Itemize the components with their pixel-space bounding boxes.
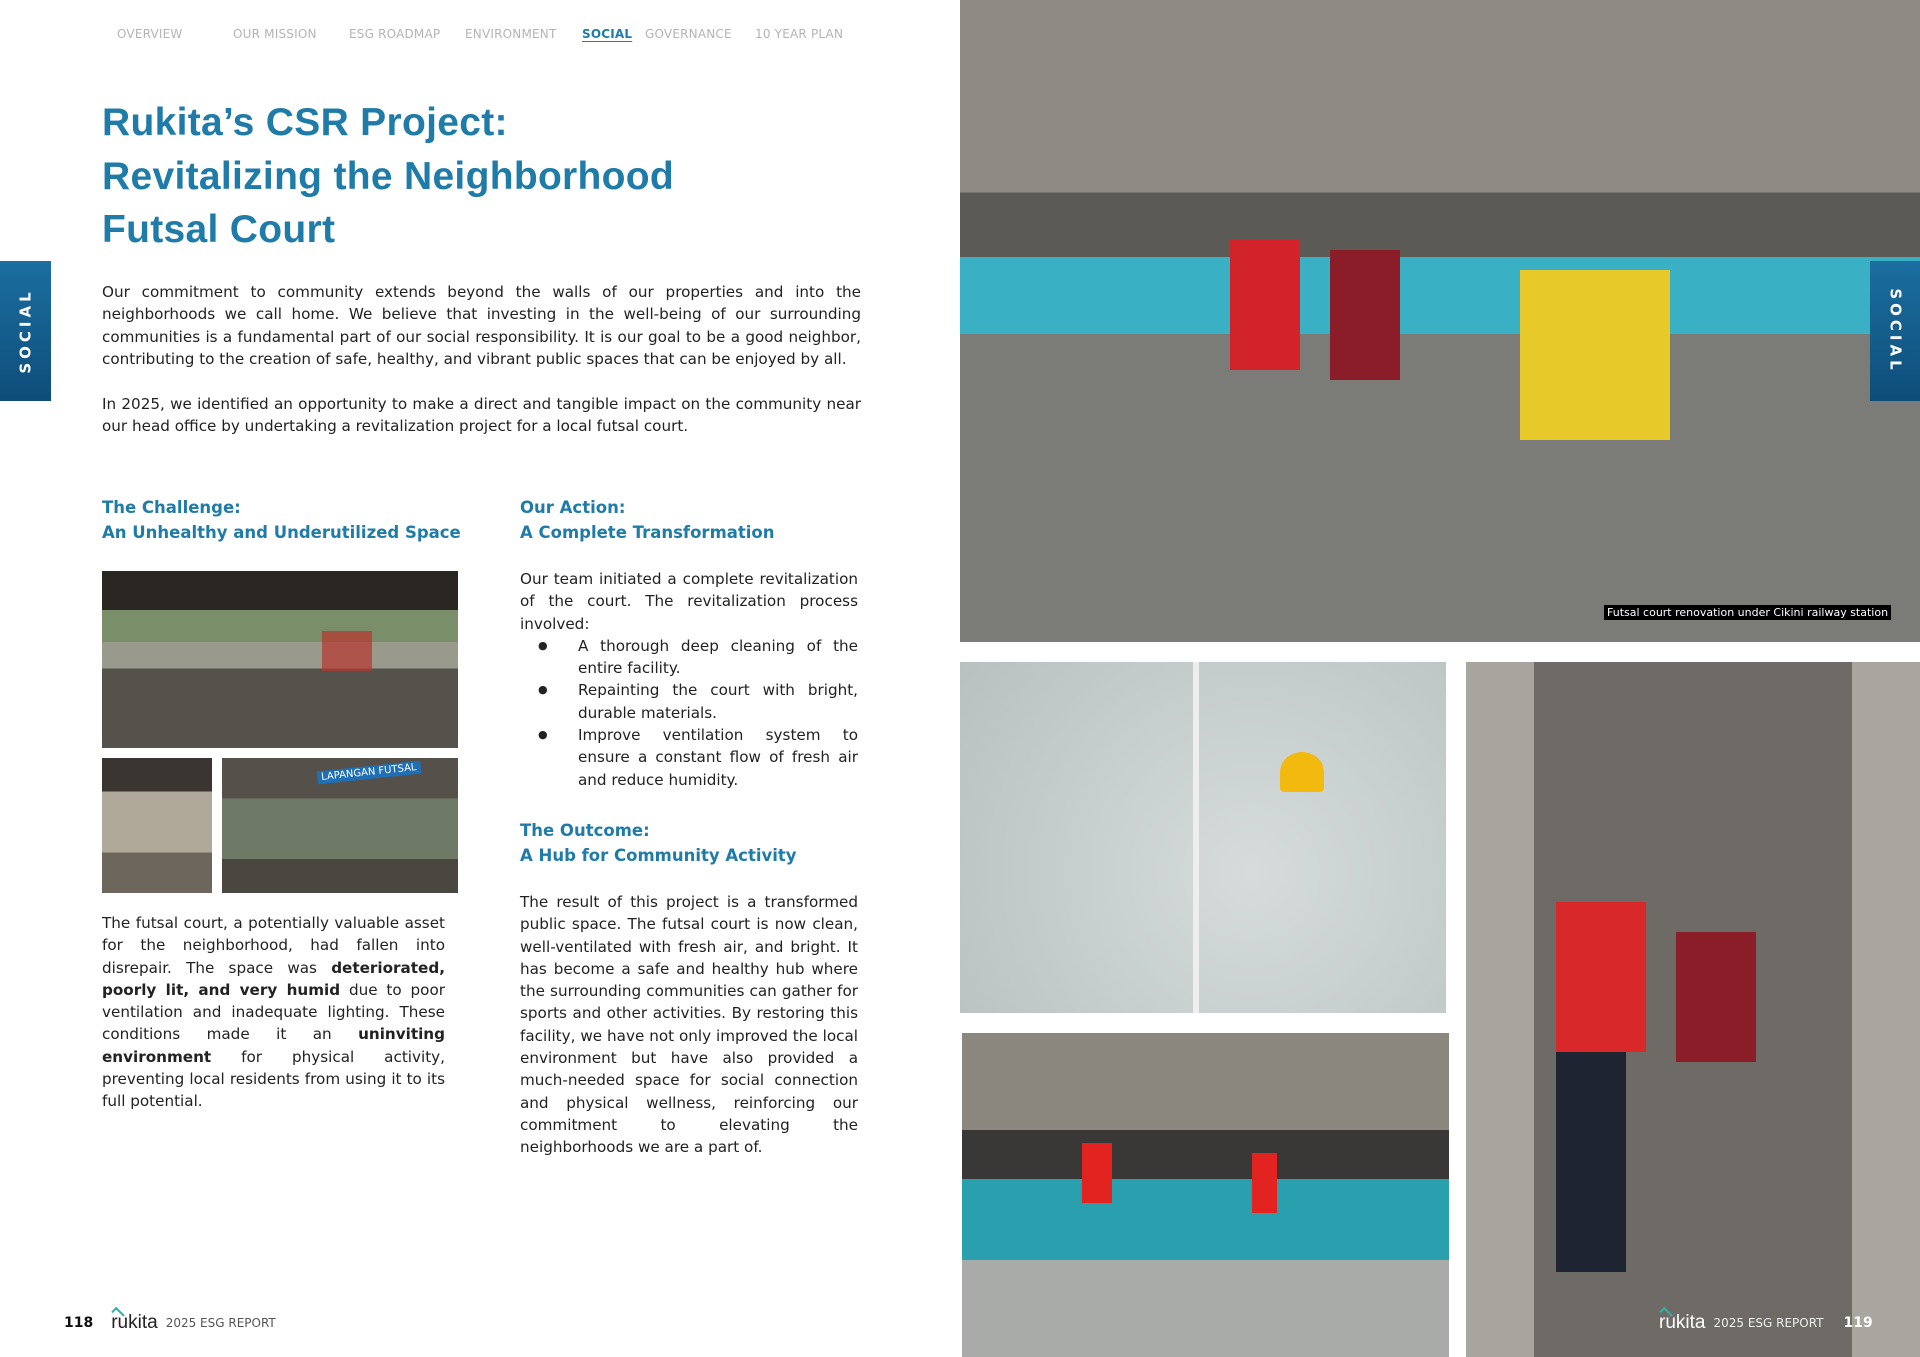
court-corridor-photo (102, 758, 212, 893)
challenge-text: The futsal court, a potentially valuable asset for the neighborhood, had fallen into disrepair. The space was deteriorated, poorly lit, and very humid due to poor ventilation and inadequate lighting. These conditions made it an uninviting environment for physical activity, preventing local residents from using it to its full potential. (102, 914, 445, 1111)
report-label: 2025 ESG REPORT (165, 1316, 276, 1330)
side-tab-social-right (1870, 261, 1920, 401)
action-text: Our team initiated a complete revitalization of the court. The revitalization process involved: ● A thorough deep cleaning of the entire facility. ● Repainting the court with bright, durable materials. ● Improve ventilation system to ensure a constant flow of fresh air and reduce humidity. (520, 568, 858, 791)
outcome-heading: The Outcome: A Hub for Community Activity (520, 821, 797, 865)
court-entrance-photo (222, 758, 458, 893)
intro-paragraph: Our commitment to community extends beyond the walls of our properties and into the neighborhoods we call home. We believe that investing in the well-being of our surrounding communities is a fundamental part of our social responsibility. It is our goal to be a good neighbor, contributing to the creation of safe, healthy, and vibrant public spaces that can be enjoyed by all. (102, 283, 861, 368)
footer-left (64, 1312, 276, 1334)
action-heading: Our Action: A Complete Transformation (520, 498, 775, 542)
nav-our-mission[interactable]: OUR MISSION (233, 27, 317, 41)
nav-governance[interactable]: GOVERNANCE (645, 27, 732, 41)
outcome-text: The result of this project is a transformed public space. The futsal court is now clean, well-ventilated with fresh air, and bright. It has become a safe and healthy hub where the surrounding communities can gather for sports and other activities. By restoring this facility, we have not only improved the local environment but have also provided a much-needed space for social connection and physical wellness, reinforcing our commitment to elevating the neighborhoods we are a part of. (520, 893, 858, 1157)
title-line: Revitalizing the Neighborhood (102, 154, 675, 198)
list-item: ● Repainting the court with bright, durable materials. (520, 679, 858, 724)
nav-overview[interactable]: OVERVIEW (117, 27, 183, 41)
title-line: Rukita’s CSR Project: (102, 101, 508, 144)
page-title (102, 96, 674, 257)
page-number: 118 (64, 1315, 94, 1331)
team-entrance-photo (1466, 662, 1920, 1357)
list-item: ● A thorough deep cleaning of the entire facility. (520, 635, 858, 680)
court-sign: LAPANGAN FUTSAL (317, 761, 422, 785)
side-tab-social (0, 261, 51, 401)
rukita-logo: rukita (1659, 1312, 1706, 1333)
action-list (520, 635, 858, 791)
side-tab-label: SOCIAL (16, 288, 35, 374)
photo-caption: Futsal court renovation under Cikini railway station (1604, 605, 1891, 620)
nav-social[interactable]: SOCIAL (582, 27, 633, 41)
footer-right (1659, 1312, 1873, 1334)
list-item: ● Improve ventilation system to ensure a constant flow of fresh air and reduce humidity. (520, 724, 858, 791)
intro-paragraph: In 2025, we identified an opportunity to make a direct and tangible impact on the community near our head office by undertaking a revitalization project for a local futsal court. (102, 395, 861, 436)
rukita-logo: rukita (111, 1312, 158, 1333)
title-line: Futsal Court (102, 208, 336, 251)
nav-esg-roadmap[interactable]: ESG ROADMAP (349, 27, 441, 41)
challenge-heading: The Challenge: An Unhealthy and Underutilized Space (102, 498, 461, 542)
report-label: 2025 ESG REPORT (1713, 1316, 1824, 1330)
futsal-hero-photo (960, 0, 1920, 642)
kids-playing-photo (962, 1033, 1449, 1357)
nav-10-year-plan[interactable]: 10 YEAR PLAN (755, 27, 844, 41)
painting-court-photo (960, 662, 1446, 1013)
nav-environment[interactable]: ENVIRONMENT (465, 27, 557, 41)
page-number: 119 (1843, 1315, 1873, 1331)
court-before-photo (102, 571, 458, 748)
side-tab-label: SOCIAL (1886, 288, 1905, 374)
